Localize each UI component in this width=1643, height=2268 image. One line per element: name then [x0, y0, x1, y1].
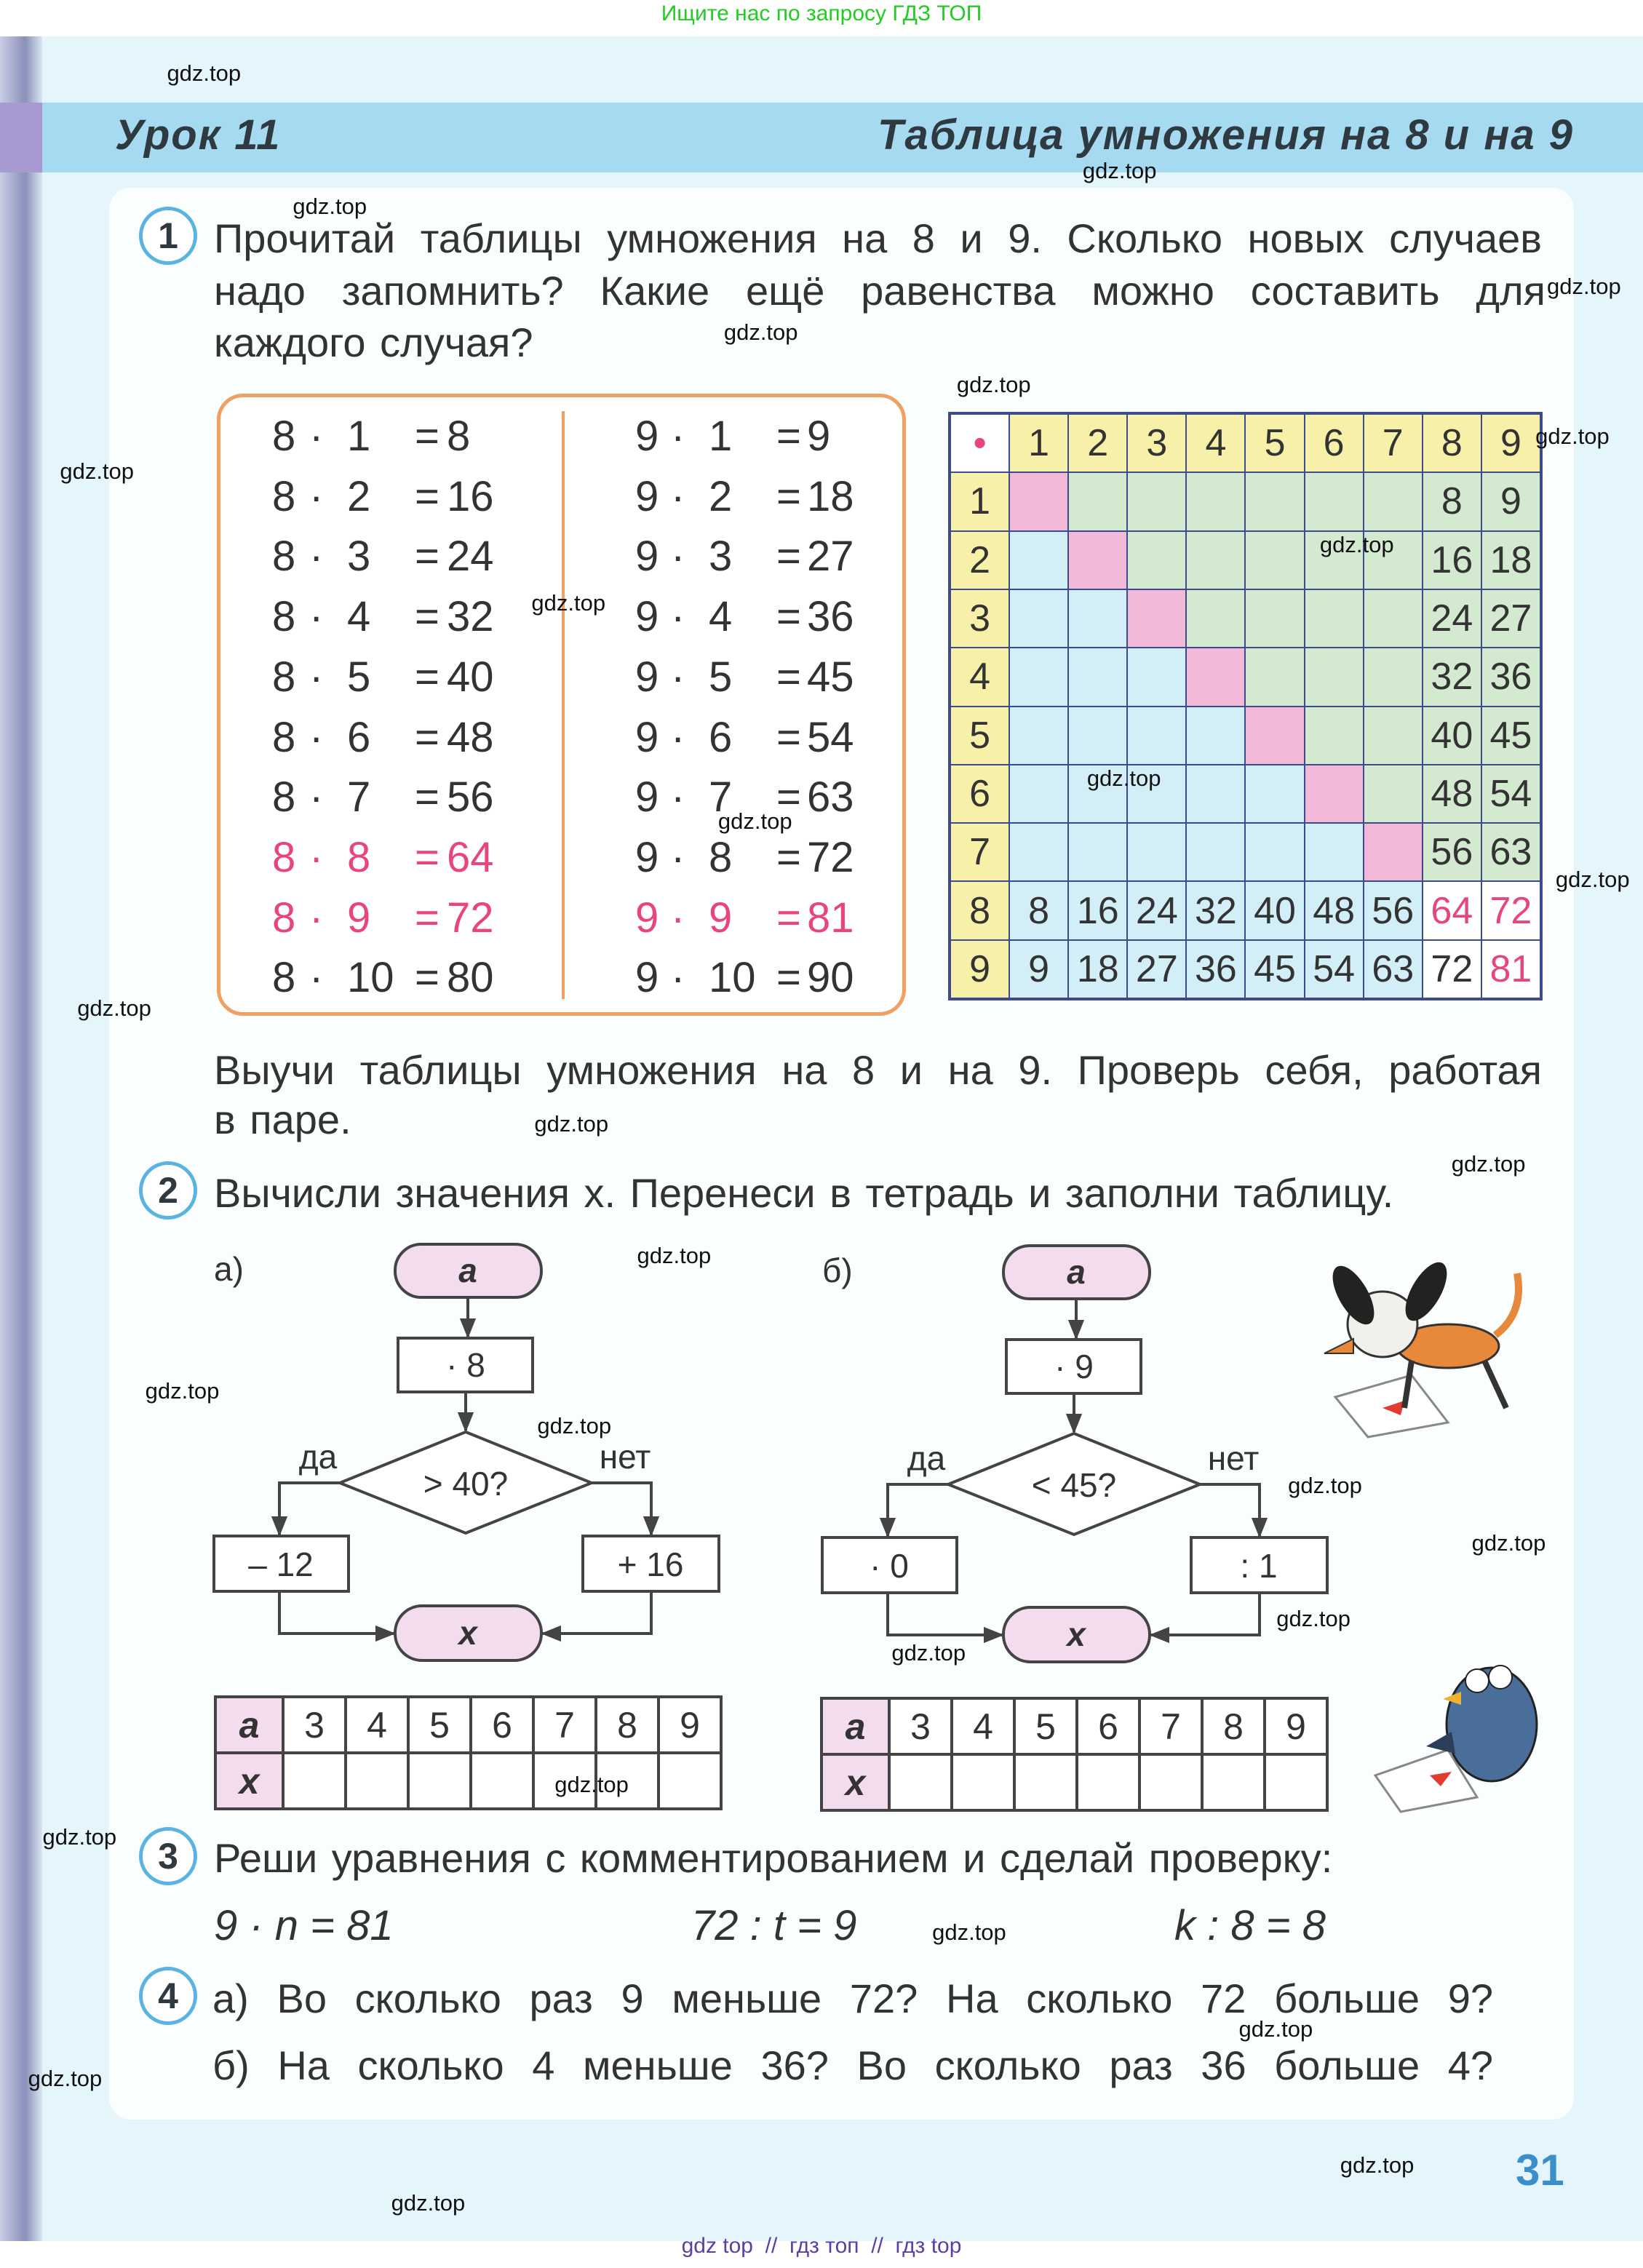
watermark: gdz.top: [554, 1772, 629, 1798]
grid-cell: 27: [1482, 590, 1540, 647]
watermark: gdz.top: [1319, 532, 1394, 558]
x-cell: [1077, 1754, 1139, 1810]
equation-part: =: [415, 533, 439, 581]
grid-cell: 18: [1482, 532, 1540, 589]
grid-cell: 45: [1246, 941, 1303, 998]
watermark: gdz.top: [42, 1823, 117, 1850]
grid-cell: 32: [1423, 648, 1481, 705]
equation-part: =: [776, 954, 801, 1002]
a-value-cell: 4: [952, 1698, 1014, 1754]
equation: 9 · n = 81: [214, 1902, 394, 1949]
equation-part: 8: [272, 713, 296, 761]
equation-part: ·: [309, 413, 324, 460]
task-2-number: 2: [139, 1161, 197, 1219]
grid-cell: 81: [1482, 941, 1540, 998]
x-cell: [1014, 1754, 1077, 1810]
watermark: gdz.top: [717, 808, 792, 835]
grid-cell: 54: [1305, 941, 1363, 998]
flowchart-a-table: [214, 1695, 723, 1810]
equation-part: =: [415, 773, 439, 821]
equation-part: =: [415, 894, 439, 942]
operation-label: · 9: [1054, 1348, 1094, 1385]
equation-part: 1: [709, 413, 733, 460]
watermark: gdz.top: [391, 2189, 466, 2216]
equation-part: =: [415, 593, 439, 641]
equation-part: 8: [272, 653, 296, 701]
equation-part: =: [776, 833, 801, 881]
grid-cell: 64: [1423, 882, 1481, 939]
equation-part: 4: [709, 593, 733, 641]
a-value-cell: 7: [1139, 1698, 1202, 1754]
x-cell: [1265, 1754, 1327, 1810]
equation-part: ·: [309, 954, 324, 1002]
x-cell: [471, 1753, 533, 1809]
equation-part: 8: [272, 833, 296, 881]
a-value-cell: 3: [889, 1698, 952, 1754]
equation-part: 72: [807, 833, 854, 881]
grid-cell: 9: [1482, 473, 1540, 530]
equation-part: =: [776, 713, 801, 761]
equation-part: ·: [671, 593, 685, 641]
equation-part: 7: [347, 773, 371, 821]
watermark: gdz.top: [1547, 273, 1621, 299]
equation-part: ·: [671, 653, 685, 701]
equation-part: ·: [309, 533, 324, 581]
grid-cell: 72: [1423, 941, 1481, 998]
watermark: gdz.top: [537, 1413, 612, 1439]
equation-part: 4: [347, 593, 371, 641]
equation-part: ·: [671, 533, 685, 581]
x-cell: [659, 1753, 721, 1809]
grid-cell: 45: [1482, 707, 1540, 764]
watermark: gdz.top: [1451, 1151, 1526, 1177]
table-row-header: a: [215, 1697, 283, 1753]
x-cell: [346, 1753, 408, 1809]
task-1-after-text: в паре.: [214, 1097, 351, 1142]
equation-part: 2: [347, 472, 371, 520]
footer-links[interactable]: gdz top // гдз топ // гдз top: [681, 2234, 962, 2258]
watermark: gdz.top: [932, 1919, 1006, 1945]
equation-part: 9: [635, 894, 659, 942]
watermark: gdz.top: [534, 1110, 609, 1137]
grid-cell: 32: [1187, 882, 1244, 939]
start-label: a: [1067, 1253, 1086, 1291]
flow-arrow: [1200, 1484, 1260, 1536]
equation-part: 3: [347, 533, 371, 581]
watermark: gdz.top: [956, 371, 1031, 397]
equation-part: 8: [272, 533, 296, 581]
equation: k : 8 = 8: [1174, 1902, 1326, 1949]
grid-cell: 56: [1423, 824, 1481, 880]
equation-part: 9: [635, 593, 659, 641]
equation-part: =: [415, 653, 439, 701]
a-value-cell: 5: [408, 1697, 471, 1753]
a-value-cell: 8: [1202, 1698, 1265, 1754]
watermark: gdz.top: [145, 1378, 220, 1404]
no-label: нет: [1207, 1439, 1260, 1477]
grid-cell: 36: [1187, 941, 1244, 998]
equation-part: 7: [709, 773, 733, 821]
equation-part: 9: [709, 894, 733, 942]
equation-part: 9: [635, 833, 659, 881]
equation-part: =: [415, 713, 439, 761]
grid-row-header: 2: [951, 532, 1009, 589]
dog-illustration: [1324, 1256, 1519, 1437]
watermark: gdz.top: [167, 60, 242, 87]
table-row: [215, 1697, 721, 1753]
watermark: gdz.top: [1086, 765, 1161, 791]
equation-part: 24: [447, 533, 494, 581]
flow-arrow: [888, 1593, 1002, 1635]
bird-illustration: [1375, 1666, 1537, 1812]
watermark: gdz.top: [1082, 157, 1157, 183]
flow-arrow: [543, 1591, 651, 1634]
watermark: gdz.top: [293, 194, 367, 220]
grid-col-header: 2: [1069, 415, 1126, 471]
grid-cell: 63: [1482, 824, 1540, 880]
a-value-cell: 9: [659, 1697, 721, 1753]
equation-part: 10: [347, 954, 394, 1002]
task-2-text: Вычисли значения x. Перенеси в тетрадь и заполни таблицу.: [214, 1170, 1394, 1216]
grid-col-header: 5: [1246, 415, 1303, 471]
equation-part: ·: [309, 713, 324, 761]
task-3-number: 3: [139, 1827, 197, 1885]
equation-part: =: [415, 413, 439, 460]
equation-part: ·: [671, 713, 685, 761]
no-operation-label: + 16: [617, 1545, 684, 1583]
equation-part: 8: [347, 833, 371, 881]
end-label: x: [458, 1614, 477, 1652]
equation-part: 5: [709, 653, 733, 701]
equation-part: ·: [309, 593, 324, 641]
grid-row-header: 6: [951, 765, 1009, 822]
watermark: gdz.top: [28, 2065, 103, 2091]
grid-cell: 48: [1305, 882, 1363, 939]
condition-label: < 45?: [1031, 1466, 1117, 1504]
equation-part: 5: [347, 653, 371, 701]
task-3-text: Реши уравнения с комментированием и сделай проверку:: [214, 1835, 1333, 1881]
equation-part: 40: [447, 653, 494, 701]
grid-col-header: 6: [1305, 415, 1363, 471]
flowchart-label: б): [822, 1252, 853, 1289]
a-value-cell: 6: [471, 1697, 533, 1753]
no-label: нет: [599, 1438, 651, 1476]
equation-part: 56: [447, 773, 494, 821]
a-value-cell: 6: [1077, 1698, 1139, 1754]
search-hint-banner: Ищите нас по запросу ГДЗ ТОП: [661, 1, 982, 25]
equation-part: 2: [709, 472, 733, 520]
equation-part: 36: [807, 593, 854, 641]
equation-part: =: [776, 653, 801, 701]
equation-part: 27: [807, 533, 854, 581]
equation-part: =: [776, 413, 801, 460]
grid-cell: 24: [1128, 882, 1185, 939]
equation-part: 3: [709, 533, 733, 581]
table-row: [215, 1753, 721, 1809]
flowchart-a: [214, 1244, 719, 1660]
equation-part: 54: [807, 713, 854, 761]
equation-part: ·: [671, 773, 685, 821]
grid-cell: 72: [1482, 882, 1540, 939]
equation-part: 9: [347, 894, 371, 942]
flowchart-label: а): [214, 1250, 244, 1288]
equation-part: =: [776, 593, 801, 641]
grid-row-header: 5: [951, 707, 1009, 764]
equation-part: 9: [635, 954, 659, 1002]
yes-operation-label: – 12: [248, 1545, 314, 1583]
end-label: x: [1067, 1615, 1086, 1653]
operation-label: · 8: [446, 1346, 485, 1384]
grid-cell: 40: [1423, 707, 1481, 764]
task-1-text-line: Прочитай таблицы умножения на 8 и 9. Сколько новых случаев: [214, 215, 1542, 261]
equation-part: ·: [309, 833, 324, 881]
task-4a-text: а) Во сколько раз 9 меньше 72? На сколько 72 больше 9?: [212, 1975, 1493, 2021]
watermark: gdz.top: [1555, 866, 1630, 892]
grid-cell: 54: [1482, 765, 1540, 822]
grid-cell: 27: [1128, 941, 1185, 998]
a-value-cell: 8: [596, 1697, 659, 1753]
task-1-after-text: Выучи таблицы умножения на 8 и на 9. Проверь себя, работая: [214, 1047, 1542, 1093]
x-cell: [1139, 1754, 1202, 1810]
equation-part: =: [415, 472, 439, 520]
grid-cell: 18: [1069, 941, 1126, 998]
equation-part: ·: [671, 413, 685, 460]
equation-part: 18: [807, 472, 854, 520]
watermark: gdz.top: [723, 319, 798, 346]
table-row-header: x: [822, 1754, 889, 1810]
equation: 72 : t = 9: [691, 1902, 857, 1949]
flow-arrow: [888, 1484, 948, 1536]
table-row: [822, 1698, 1327, 1754]
flow-arrow: [592, 1483, 651, 1535]
equation-part: 1: [347, 413, 371, 460]
task-4-number: 4: [139, 1967, 197, 2025]
equation-part: 10: [709, 954, 756, 1002]
yes-label: да: [907, 1439, 946, 1477]
grid-col-header: 3: [1128, 415, 1185, 471]
grid-row-header: 7: [951, 824, 1009, 880]
equation-part: =: [415, 833, 439, 881]
equation-part: 8: [272, 593, 296, 641]
flowchart-b: [822, 1246, 1327, 1662]
watermark: gdz.top: [531, 589, 606, 616]
equation-part: 8: [272, 413, 296, 460]
equation-part: 8: [272, 894, 296, 942]
page-number: 31: [1516, 2146, 1564, 2195]
equation-part: 45: [807, 653, 854, 701]
grid-cell: 63: [1364, 941, 1422, 998]
grid-row-header: 4: [951, 648, 1009, 705]
grid-col-header: 4: [1187, 415, 1244, 471]
equation-part: 8: [709, 833, 733, 881]
equation-part: 8: [447, 413, 471, 460]
watermark: gdz.top: [1471, 1530, 1546, 1556]
equation-part: =: [776, 773, 801, 821]
yes-label: да: [298, 1438, 338, 1476]
equation-part: ·: [309, 653, 324, 701]
watermark: gdz.top: [77, 995, 151, 1021]
equation-part: 16: [447, 472, 494, 520]
flowchart-b-table: [820, 1697, 1329, 1812]
page-title: Таблица умножения на 8 и на 9: [878, 111, 1574, 159]
equation-part: ·: [671, 954, 685, 1002]
equation-part: ·: [671, 833, 685, 881]
x-cell: [889, 1754, 952, 1810]
table-row: [822, 1754, 1327, 1810]
grid-row-header: 8: [951, 882, 1009, 939]
equation-part: =: [776, 533, 801, 581]
equation-part: =: [776, 472, 801, 520]
equation-part: 81: [807, 894, 854, 942]
equation-part: 9: [635, 653, 659, 701]
equation-part: ·: [309, 773, 324, 821]
grid-col-header: 9: [1482, 415, 1540, 471]
equation-part: 9: [807, 413, 831, 460]
grid-cell: 40: [1246, 882, 1303, 939]
equation-part: 48: [447, 713, 494, 761]
equation-part: ·: [671, 894, 685, 942]
watermark: gdz.top: [1238, 2016, 1313, 2042]
equation-part: 9: [635, 773, 659, 821]
equation-part: 9: [635, 413, 659, 460]
grid-corner: •: [951, 415, 1009, 471]
flow-arrow: [279, 1591, 394, 1634]
table-row-header: x: [215, 1753, 283, 1809]
watermark: gdz.top: [891, 1640, 966, 1666]
a-value-cell: 4: [346, 1697, 408, 1753]
grid-cell: 16: [1423, 532, 1481, 589]
x-cell: [283, 1753, 346, 1809]
watermark: gdz.top: [60, 458, 135, 485]
flow-arrow: [1151, 1593, 1260, 1635]
equation-part: 6: [347, 713, 371, 761]
equation-part: ·: [309, 894, 324, 942]
a-value-cell: 3: [283, 1697, 346, 1753]
equation-part: 80: [447, 954, 494, 1002]
x-cell: [408, 1753, 471, 1809]
task-4b-text: б) На сколько 4 меньше 36? Во сколько раз 36 больше 4?: [212, 2042, 1493, 2088]
watermark: gdz.top: [1340, 2152, 1415, 2179]
grid-col-header: 8: [1423, 415, 1481, 471]
x-cell: [1202, 1754, 1265, 1810]
equation-part: 9: [635, 713, 659, 761]
task-1-number: 1: [139, 207, 197, 265]
grid-cell: 56: [1364, 882, 1422, 939]
a-value-cell: 5: [1014, 1698, 1077, 1754]
equation-part: 63: [807, 773, 854, 821]
grid-cell: 8: [1010, 882, 1067, 939]
grid-cell: 16: [1069, 882, 1126, 939]
start-label: a: [458, 1252, 477, 1289]
equation-part: =: [415, 954, 439, 1002]
grid-cell: 36: [1482, 648, 1540, 705]
flow-arrow: [279, 1483, 340, 1535]
equation-part: ·: [309, 472, 324, 520]
equation-part: ·: [671, 472, 685, 520]
watermark: gdz.top: [1276, 1605, 1350, 1631]
task-1-text-line: каждого случая?: [214, 319, 533, 365]
grid-cell: 8: [1423, 473, 1481, 530]
table-row-header: a: [822, 1698, 889, 1754]
yes-operation-label: · 0: [870, 1547, 909, 1585]
equation-part: =: [776, 894, 801, 942]
grid-cell: 9: [1010, 941, 1067, 998]
grid-cell: 48: [1423, 765, 1481, 822]
a-value-cell: 9: [1265, 1698, 1327, 1754]
equation-part: 72: [447, 894, 494, 942]
watermark: gdz.top: [1535, 423, 1610, 450]
condition-label: > 40?: [423, 1465, 509, 1503]
grid-row-header: 9: [951, 941, 1009, 998]
no-operation-label: : 1: [1240, 1547, 1278, 1585]
equation-part: 90: [807, 954, 854, 1002]
task-1-text-line: надо запомнить? Какие ещё равенства можно составить для: [214, 268, 1545, 314]
a-value-cell: 7: [533, 1697, 596, 1753]
watermark: gdz.top: [1288, 1472, 1362, 1498]
grid-row-header: 3: [951, 590, 1009, 647]
grid-col-header: 7: [1364, 415, 1422, 471]
lesson-number: Урок 11: [115, 111, 282, 159]
equation-part: 8: [272, 773, 296, 821]
equation-part: 8: [272, 472, 296, 520]
equation-part: 8: [272, 954, 296, 1002]
x-cell: [952, 1754, 1014, 1810]
equation-part: 64: [447, 833, 494, 881]
equation-part: 6: [709, 713, 733, 761]
equation-part: 32: [447, 593, 494, 641]
equation-part: 9: [635, 533, 659, 581]
watermark: gdz.top: [637, 1242, 712, 1268]
grid-cell: 24: [1423, 590, 1481, 647]
grid-col-header: 1: [1010, 415, 1067, 471]
grid-row-header: 1: [951, 473, 1009, 530]
equation-part: 9: [635, 472, 659, 520]
